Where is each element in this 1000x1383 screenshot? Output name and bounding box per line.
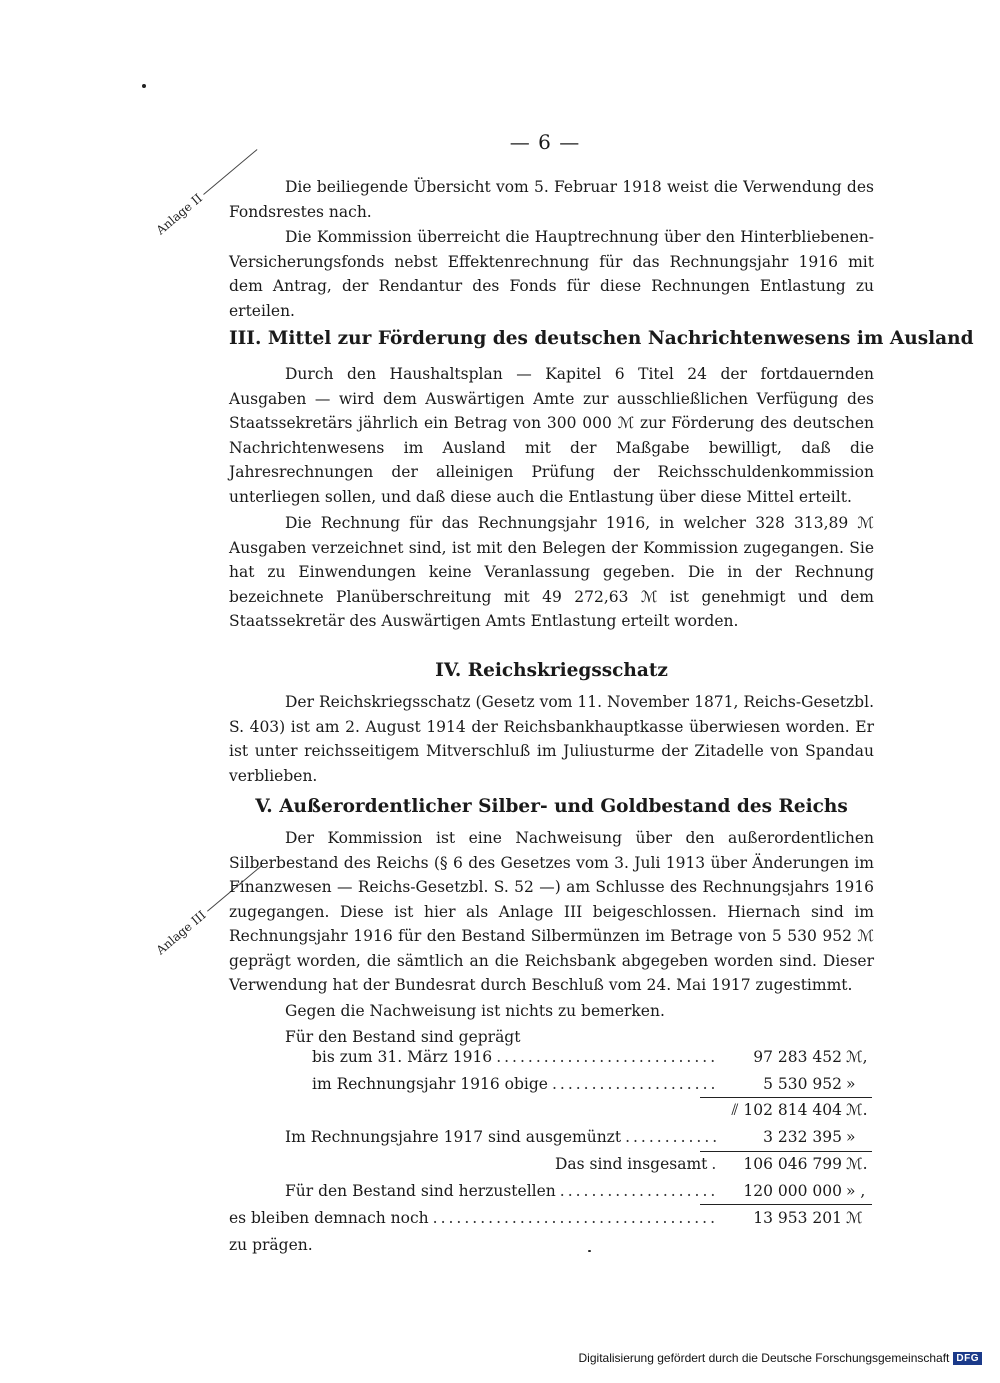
sum-rule bbox=[700, 1097, 872, 1098]
section-5-paragraph-1: Der Kommission ist eine Nachweisung über den außerordentlichen Silberbestand des Reichs (§ 6 des Gesetzes vom 3. Juli 1913 über Änderungen im Finanzwesen — Reichs-Gesetzbl. S. 52 —) am Schlusse des Rechnungsjahrs 1916 zugegangen. Diese ist hier als Anlage III beigeschlossen. Hiernach sind im Rechnungsjahr 1916 für den Bestand Silbermünzen im Betrage von 5 530 952 ℳ geprägt worden, die sämtlich an die Reichsbank abgegeben worden sind. Dieser Verwendung hat der Bundesrat durch Beschluß vom 24. Mai 1917 zugestimmt. bbox=[229, 829, 874, 994]
ledger-unit: ℳ, bbox=[846, 1048, 868, 1066]
dfg-logo: DFG bbox=[953, 1352, 982, 1365]
ledger-row bbox=[229, 1209, 872, 1227]
ledger-unit: » bbox=[846, 1128, 856, 1146]
ledger-label: Im Rechnungsjahre 1917 sind ausgemünzt bbox=[285, 1128, 622, 1146]
ledger-row bbox=[680, 1101, 872, 1120]
leader-dots bbox=[552, 1075, 718, 1093]
leader-dots bbox=[625, 1128, 718, 1146]
ledger-row bbox=[312, 1075, 872, 1093]
ledger-unit: » bbox=[846, 1075, 856, 1093]
speck bbox=[588, 1250, 591, 1252]
leader-dots bbox=[496, 1048, 718, 1066]
ledger-label: es bleiben demnach noch bbox=[229, 1209, 429, 1227]
ledger-row bbox=[312, 1048, 872, 1066]
ledger-unit: ℳ. bbox=[846, 1101, 868, 1119]
ledger-row bbox=[285, 1182, 872, 1200]
section-5-paragraph-3: Für den Bestand sind geprägt bbox=[285, 1028, 521, 1046]
ledger-amount: 5 530 952 bbox=[763, 1075, 842, 1093]
ledger-label: Das sind insgesamt bbox=[555, 1155, 708, 1173]
ledger-unit: ℳ. bbox=[846, 1155, 868, 1173]
speck bbox=[142, 84, 146, 88]
ledger-amount: ⫽ 102 814 404 bbox=[731, 1101, 842, 1119]
dfg-footer bbox=[579, 1351, 982, 1365]
sidenote-anlage-3-label: Anlage III bbox=[153, 907, 209, 958]
sum-rule bbox=[700, 1204, 872, 1205]
ledger-amount: 13 953 201 bbox=[753, 1209, 842, 1227]
intro-paragraph-2: Die Kommission überreicht die Hauptrechnung über den Hinterbliebenen-Versicherungsfonds nebst Effektenrechnung für das Rechnungsjahr 1916 mit dem Antrag, der Rendantur des Fonds für diese Rechnungen Entlastung zu erteilen. bbox=[229, 228, 874, 320]
section-4-paragraph-1: Der Reichskriegsschatz (Gesetz vom 11. November 1871, Reichs-Gesetzbl. S. 403) ist am 2. August 1914 der Reichsbankhauptkasse überwiesen worden. Er ist unter reichsseitigem Mitverschluß im Juliusturme der Zitadelle von Spandau verblieben. bbox=[229, 693, 874, 785]
section-5-heading: V. Außerordentlicher Silber- und Goldbestand des Reichs bbox=[255, 796, 848, 817]
ledger-unit: ℳ bbox=[846, 1209, 863, 1227]
ledger-continuation bbox=[229, 1236, 313, 1254]
leader-dots bbox=[433, 1209, 718, 1227]
section-4-heading: IV. Reichskriegsschatz bbox=[435, 660, 668, 681]
ledger-label: bis zum 31. März 1916 bbox=[312, 1048, 493, 1066]
section-3-paragraph-1: Durch den Haushaltsplan — Kapitel 6 Titel 24 der fortdauernden Ausgaben — wird dem Auswärtigen Amte zur ausschließlichen Verfügung des Staatssekretärs jährlich ein Betrag von 300 000 ℳ zur Förderung des deutschen Nachrichtenwesens im Ausland mit der Maßgabe bewilligt, daß die Jahresrechnungen der alleinigen Prüfung der Reichsschuldenkommission unterliegen sollen, und daß diese auch die Entlastung über diese Mittel erteilt. bbox=[229, 365, 874, 506]
ledger-unit: » , bbox=[846, 1182, 866, 1200]
ledger-label: Für den Bestand sind herzustellen bbox=[285, 1182, 556, 1200]
ledger-amount: 120 000 000 bbox=[743, 1182, 842, 1200]
ledger-amount: 97 283 452 bbox=[753, 1048, 842, 1066]
ledger-label: im Rechnungsjahr 1916 obige bbox=[312, 1075, 548, 1093]
ledger-continuation-text: zu prägen. bbox=[229, 1236, 313, 1254]
intro-paragraph-1: Die beiliegende Übersicht vom 5. Februar 1918 weist die Verwendung des Fondsrestes nach. bbox=[229, 178, 874, 221]
section-3-heading: III. Mittel zur Förderung des deutschen Nachrichtenwesens im Ausland bbox=[229, 328, 974, 349]
sidenote-anlage-2-label: Anlage II bbox=[153, 190, 205, 238]
leader-dots bbox=[711, 1155, 718, 1173]
ledger-row bbox=[555, 1155, 872, 1173]
page-number: — 6 — bbox=[509, 130, 581, 154]
section-3-paragraph-2: Die Rechnung für das Rechnungsjahr 1916, in welcher 328 313,89 ℳ Ausgaben verzeichnet sind, ist mit den Belegen der Kommission zugegangen. Sie hat zu Einwendungen keine Veranlassung gegeben. Die in der Rechnung bezeichnete Planüberschreitung mit 49 272,63 ℳ ist genehmigt und dem Staatssekretär des Auswärtigen Amts Entlastung erteilt worden. bbox=[229, 514, 874, 630]
leader-dots bbox=[560, 1182, 718, 1200]
section-5-paragraph-2: Gegen die Nachweisung ist nichts zu bemerken. bbox=[285, 1002, 665, 1020]
footer-text: Digitalisierung gefördert durch die Deutsche Forschungsgemeinschaft bbox=[578, 1351, 950, 1365]
sum-rule bbox=[700, 1151, 872, 1152]
ledger-amount: 106 046 799 bbox=[743, 1155, 842, 1173]
ledger-amount: 3 232 395 bbox=[763, 1128, 842, 1146]
ledger-row bbox=[285, 1128, 872, 1146]
